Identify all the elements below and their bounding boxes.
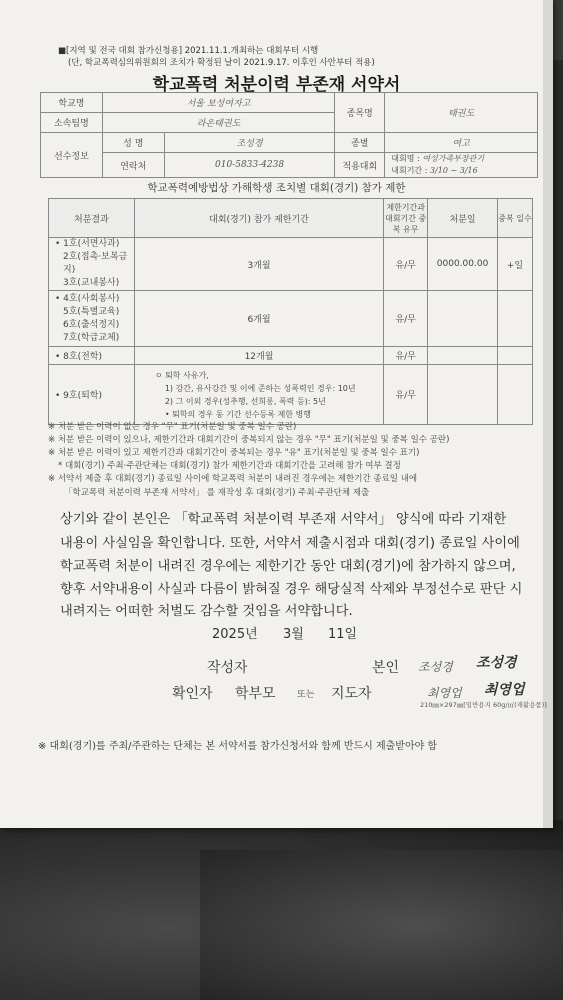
pledge-line: 내려지는 어떠한 처벌도 감수할 것임을 서약합니다. — [60, 604, 353, 619]
table-row-overlap: 유/무 — [384, 238, 428, 291]
pledge-line: 내용이 사실임을 확인합니다. 또한, 서약서 제출시점과 대회(경기) 종료일 사이에 — [60, 536, 520, 551]
comp-period-value: 3/10 ~ 3/16 — [429, 166, 478, 175]
or-label: 또는 — [297, 690, 315, 700]
self-label: 본인 — [372, 660, 400, 676]
restriction-table — [48, 198, 533, 425]
confirm-label: 확인자 — [172, 686, 213, 702]
col-header-result: 처분결과 — [49, 199, 135, 238]
pledge-line: 학교폭력 처분이 내려진 경우에는 제한기간 동안 대회(경기)에 참가하지 않으며, — [60, 559, 516, 574]
header-line-1: ■[지역 및 전국 대회 참가신청용] 2021.11.1.개최하는 대회부터 시행 — [58, 46, 319, 56]
contact-value: 010-5833-4238 — [164, 153, 335, 178]
table-row-days: +일 — [498, 238, 533, 291]
footer-note: ※ 대회(경기)를 주최/주관하는 단체는 본 서약서를 참가신청서와 함께 반드시 제출받아야 함 — [38, 741, 438, 752]
table-row-result: • 1호(서면사과) 2호(접촉·보복금지) 3호(교내봉사) — [49, 238, 135, 291]
table-row-period: ㅇ 퇴학 사유가, 1) 강간, 유사강간 및 이에 준하는 성폭력인 경우: 10년 2) 그 이외 경우(성추행, 선희롱, 폭력 등): 5년 • 퇴학의 경우 동 기간 선수등록 제한 병행 — [134, 365, 383, 425]
table-row-overlap: 유/무 — [384, 365, 428, 425]
class-value: 여고 — [385, 133, 538, 153]
fabric-background-fold — [200, 850, 563, 1000]
info-table — [40, 92, 538, 178]
restriction-subtitle: 학교폭력예방법상 가해학생 조치별 대회(경기) 참가 제한 — [147, 182, 406, 194]
col-header-days: 중복 일수 — [498, 199, 533, 238]
comp-name-label: 대회명 : — [391, 154, 420, 163]
event-label: 종목명 — [335, 93, 385, 133]
contact-label: 연락처 — [102, 153, 164, 178]
table-row-result: • 4호(사회봉사) 5호(특별교육) 6호(출석정지) 7호(학급교체) — [49, 291, 135, 347]
athlete-label: 선수정보 — [41, 133, 103, 178]
author-label: 작성자 — [207, 660, 248, 676]
table-row-overlap: 유/무 — [384, 291, 428, 347]
note-line: ※ 서약서 제출 후 대회(경기) 종료일 사이에 학교폭력 처분이 내려진 경우에는 제한기간 종료일 내에 — [48, 474, 418, 484]
table-row-days — [498, 347, 533, 365]
competition-value — [385, 153, 538, 178]
table-row-days — [498, 365, 533, 425]
col-header-overlap: 제한기간과 대회기간 중복 유무 — [384, 199, 428, 238]
table-row-result: • 9호(퇴학) — [49, 365, 135, 425]
col-header-period: 대회(경기) 참가 제한기간 — [134, 199, 383, 238]
school-label: 학교명 — [41, 93, 103, 113]
col-header-date: 처분일 — [428, 199, 498, 238]
table-row-date: 0000.00.00 — [428, 238, 498, 291]
coach-name: 최영업 — [427, 686, 462, 700]
competition-label: 적용대회 — [335, 153, 385, 178]
self-name: 조성경 — [418, 660, 453, 674]
table-row-days — [498, 291, 533, 347]
class-label: 종별 — [335, 133, 385, 153]
header-line-2: (단, 학교폭력심의위원회의 조치가 확정된 날이 2021.9.17. 이후인 사안부터 적용) — [68, 58, 375, 68]
parent-label: 학부모 — [235, 686, 276, 702]
note-line: ※ 처분 받은 이력이 없는 경우 "무" 표기(처분일 및 중복 일수 공란) — [48, 422, 297, 432]
note-line: 「학교폭력 처분이력 부존재 서약서」 를 재작성 후 대회(경기) 주최·주관단체 제출 — [64, 488, 370, 498]
table-row-date — [428, 347, 498, 365]
event-value: 태권도 — [385, 93, 538, 133]
table-row-date — [428, 365, 498, 425]
coach-signature: 최영업 — [484, 682, 525, 698]
table-row-period: 6개월 — [134, 291, 383, 347]
note-line: ※ 처분 받은 이력이 있으나, 제한기간과 대회기간이 중복되지 않는 경우 "무" 표기(처분일 및 중복 일수 공란) — [48, 435, 450, 445]
team-label: 소속팀명 — [41, 113, 103, 133]
table-row-period: 12개월 — [134, 347, 383, 365]
name-value: 조성경 — [164, 133, 335, 153]
school-value: 서울 보성여자고 — [102, 93, 335, 113]
table-row-date — [428, 291, 498, 347]
table-row-period: 3개월 — [134, 238, 383, 291]
name-label: 성 명 — [102, 133, 164, 153]
note-line: * 대회(경기) 주최·주관단체는 대회(경기) 참가 제한기간과 대회기간을 고려해 참가 여부 결정 — [58, 461, 401, 471]
date-month: 3월 — [283, 627, 304, 642]
date-day: 11일 — [328, 627, 358, 642]
document-title: 학교폭력 처분이력 부존재 서약서 — [152, 75, 401, 95]
note-line: ※ 처분 받은 이력이 있고 제한기간과 대회기간이 중복되는 경우 "유" 표기(처분일 및 중복 일수 표기) — [48, 448, 420, 458]
team-value: 라온태권도 — [102, 113, 335, 133]
table-row-result: • 8호(전학) — [49, 347, 135, 365]
paper-spec: 210㎜×297㎜[일반용지 60g/㎡(재활용품)] — [420, 701, 547, 709]
coach-label: 지도자 — [331, 686, 372, 702]
self-signature: 조성경 — [476, 655, 517, 671]
pledge-line: 상기와 같이 본인은 「학교폭력 처분이력 부존재 서약서」 양식에 따라 기재한 — [60, 512, 507, 527]
pledge-line: 향후 서약내용이 사실과 다름이 밝혀질 경우 해당실적 삭제와 부정선수로 판단 시 — [60, 582, 523, 597]
comp-name-value: 여성가족부장관기 — [422, 154, 485, 163]
date-year: 2025년 — [212, 627, 258, 642]
table-row-overlap: 유/무 — [384, 347, 428, 365]
comp-period-label: 내회기간 : — [391, 166, 428, 175]
